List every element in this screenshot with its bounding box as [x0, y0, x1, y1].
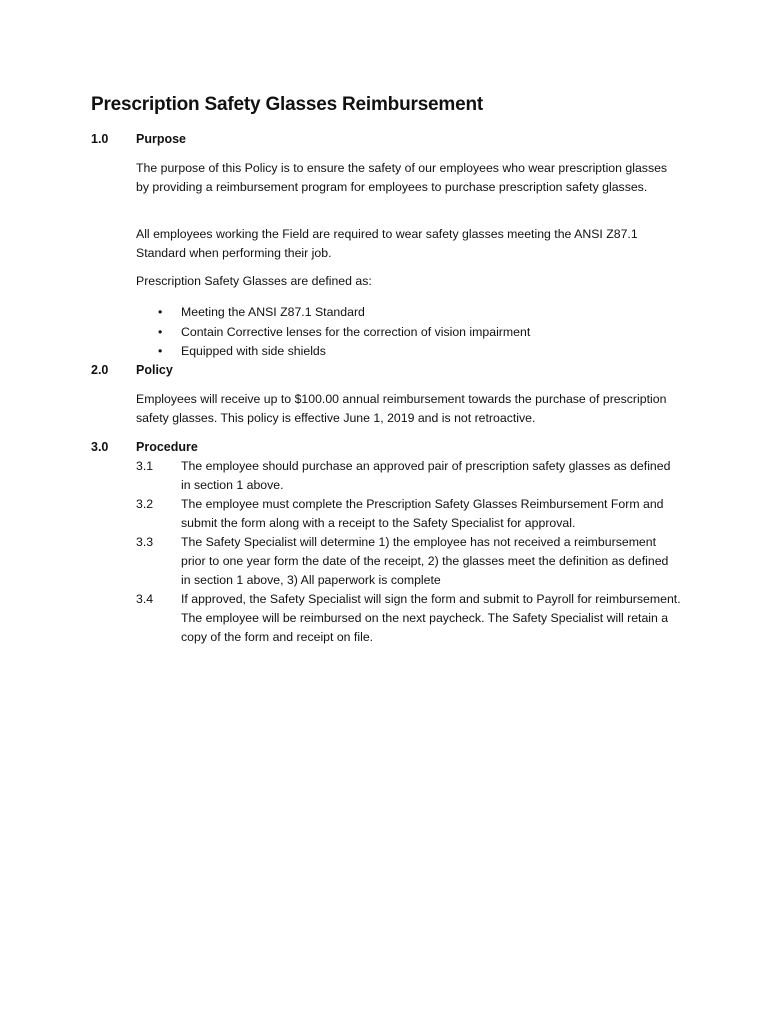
section-2-heading: Policy — [136, 363, 173, 377]
procedure-step — [136, 590, 681, 647]
section-3-number: 3.0 — [91, 440, 109, 454]
step-number: 3.2 — [136, 497, 154, 511]
procedure-step — [136, 495, 681, 533]
purpose-paragraph-3: Prescription Safety Glasses are defined as: — [136, 274, 372, 288]
bullet-dot-icon: • — [158, 324, 163, 339]
policy-paragraph: Employees will receive up to $100.00 annual reimbursement towards the purchase of prescription safety glasses. This policy is effective June 1, 2019 and is not retroactive. — [136, 392, 667, 425]
section-3-heading: Procedure — [136, 440, 198, 454]
step-number: 3.4 — [136, 592, 154, 606]
bullet-item: • Equipped with side shields — [136, 342, 681, 362]
step-text: The employee must complete the Prescription Safety Glasses Reimbursement Form and submit the form along with a receipt to the Safety Specialist for approval. — [181, 497, 664, 530]
procedure-step — [136, 457, 681, 495]
step-text: The employee should purchase an approved pair of prescription safety glasses as defined in section 1 above. — [181, 459, 671, 492]
procedure-step-list — [136, 457, 681, 647]
step-text: The Safety Specialist will determine 1) the employee has not received a reimbursement prior to one year form the date of the receipt, 2) the glasses meet the definition as defined in section 1 above, 3) All paperwork is complete — [181, 535, 669, 587]
document-title: Prescription Safety Glasses Reimbursement — [91, 94, 484, 115]
procedure-step — [136, 533, 681, 590]
bullet-dot-icon: • — [158, 344, 163, 358]
bullet-item: • Contain Corrective lenses for the correction of vision impairment — [136, 323, 681, 343]
section-1-heading: Purpose — [136, 132, 187, 146]
bullet-dot-icon: • — [158, 305, 163, 319]
definition-bullet-list — [136, 303, 681, 362]
section-2-number: 2.0 — [91, 363, 109, 377]
section-1-number: 1.0 — [91, 132, 109, 146]
step-number: 3.3 — [136, 535, 154, 549]
bullet-item: • Meeting the ANSI Z87.1 Standard — [136, 303, 681, 323]
step-text: If approved, the Safety Specialist will sign the form and submit to Payroll for reimbursement. The employee will be reimbursed on the next paycheck. The Safety Specialist will retain a copy of the form and receipt on file. — [181, 592, 681, 644]
purpose-paragraph-2: All employees working the Field are required to wear safety glasses meeting the ANSI Z87.1 Standard when performing their job. — [136, 227, 638, 260]
purpose-paragraph-1: The purpose of this Policy is to ensure the safety of our employees who wear prescription glasses by providing a reimbursement program for employees to purchase prescription safety glasses. — [136, 161, 668, 194]
step-number: 3.1 — [136, 459, 154, 473]
